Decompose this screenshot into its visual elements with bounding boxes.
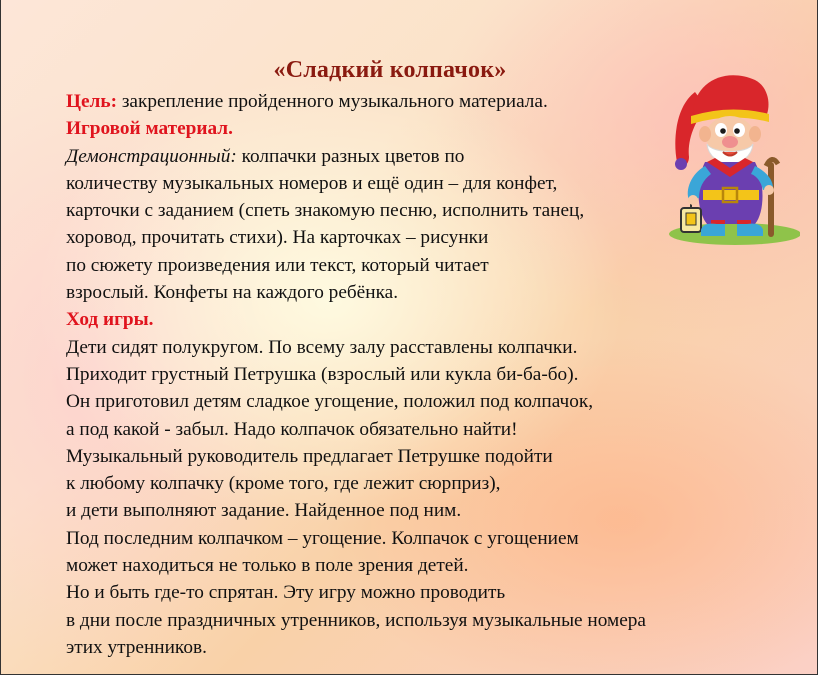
demo-continuation-line: хоровод, прочитать стихи). На карточках – рисунки bbox=[66, 227, 489, 249]
game-course-text-line: к любому колпачку (кроме того, где лежит сюрприз), bbox=[66, 473, 501, 495]
right-shoe-shape bbox=[737, 224, 763, 236]
demo-continuation-line: по сюжету произведения или текст, который читает bbox=[66, 254, 489, 276]
left-pupil-shape bbox=[720, 128, 726, 134]
mouth-shape bbox=[723, 152, 737, 156]
slide-title: «Сладкий колпачок» bbox=[273, 57, 507, 83]
right-pupil-shape bbox=[734, 128, 740, 134]
right-hand-shape bbox=[764, 185, 774, 195]
game-material-line bbox=[66, 115, 646, 142]
game-course-text-line: Но и быть где-то спрятан. Эту игру можно проводить bbox=[66, 582, 506, 604]
game-course-line bbox=[66, 306, 646, 333]
staff-shape bbox=[768, 162, 774, 237]
game-material-label: Игровой материал. bbox=[66, 118, 233, 140]
game-course-text-line: а под какой - забыл. Надо колпачок обязательно найти! bbox=[66, 418, 518, 440]
left-ear-shape bbox=[699, 126, 711, 142]
left-hand-shape bbox=[688, 195, 698, 205]
right-ear-shape bbox=[749, 126, 761, 142]
slide-body bbox=[66, 88, 646, 661]
game-course-text-line: в дни после праздничных утренников, используя музыкальные номера bbox=[66, 609, 646, 631]
game-course-text-line: и дети выполняют задание. Найденное под ним. bbox=[66, 500, 462, 522]
goal-label: Цель: bbox=[66, 91, 117, 112]
game-course-text-line: Приходит грустный Петрушка (взрослый или кукла би-ба-бо). bbox=[66, 363, 579, 385]
demo-continuation-line: взрослый. Конфеты на каждого ребёнка. bbox=[66, 282, 399, 304]
demo-line bbox=[66, 143, 646, 170]
gnome-illustration-icon bbox=[655, 62, 800, 247]
demo-text: колпачки разных цветов по bbox=[236, 145, 465, 167]
demo-continuation-line: карточки с заданием (спеть знакомую песню, исполнить танец, bbox=[66, 200, 585, 222]
demo-continuation-line: количеству музыкальных номеров и ещё один – для конфет, bbox=[66, 172, 558, 194]
game-course-text-line: Музыкальный руководитель предлагает Петрушке подойти bbox=[66, 445, 553, 467]
demo-label: Демонстрационный: bbox=[66, 145, 237, 167]
left-shoe-shape bbox=[701, 224, 725, 236]
game-course-label: Ход игры. bbox=[66, 309, 154, 331]
game-course-text-line: этих утренников. bbox=[66, 636, 207, 658]
game-course-text-line: Под последним колпачком – угощение. Колпачок с угощением bbox=[66, 527, 579, 549]
goal-line bbox=[66, 88, 646, 115]
game-course-text-line: Дети сидят полукругом. По всему залу расставлены колпачки. bbox=[66, 336, 578, 358]
goal-text: закрепление пройденного музыкального материала. bbox=[117, 91, 548, 112]
game-course-text-line: может находиться не только в поле зрения детей. bbox=[66, 555, 469, 577]
game-course-text-line: Он приготовил детям сладкое угощение, положил под колпачок, bbox=[66, 391, 594, 413]
belt-shape bbox=[703, 190, 759, 200]
hat-pompom-shape bbox=[675, 158, 687, 170]
nose-shape bbox=[722, 136, 738, 148]
lantern-window-shape bbox=[686, 213, 696, 225]
